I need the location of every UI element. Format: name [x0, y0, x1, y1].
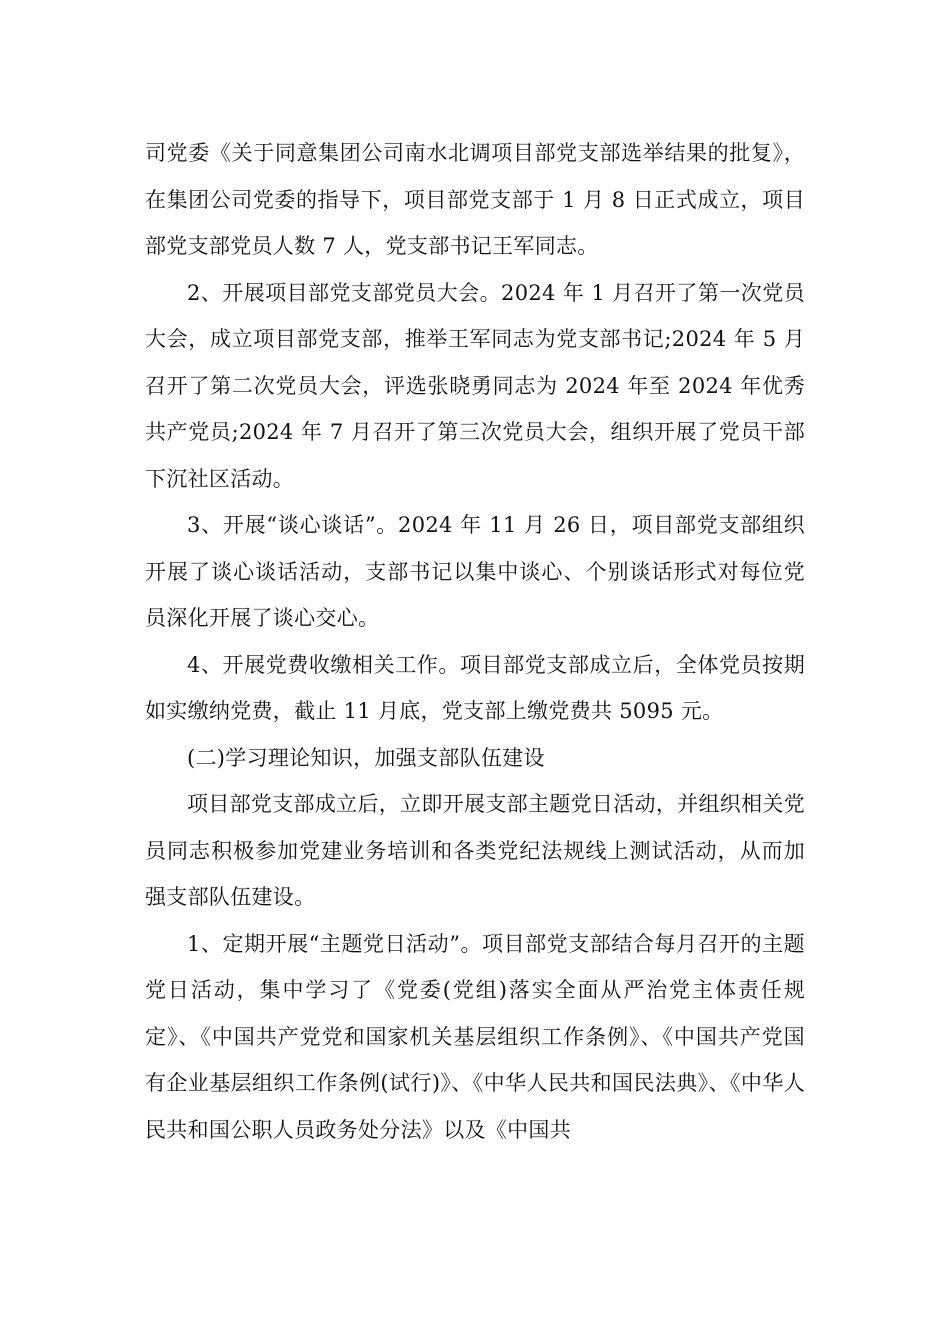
paragraph-continuation: 司党委《关于同意集团公司南水北调项目部党支部选举结果的批复》，在集团公司党委的指导下，项目部党支部于 1 月 8 日正式成立，项目部党支部党员人数 7 人，党支部书记王军同志。: [145, 141, 805, 258]
paragraph-team-building: 项目部党支部成立后，立即开展支部主题党日活动，并组织相关党员同志积极参加党建业务培训和各类党纪法规线上测试活动，从而加强支部队伍建设。: [145, 792, 805, 909]
paragraph-party-meeting: 2、开展项目部党支部党员大会。2024 年 1 月召开了第一次党员大会，成立项目部党支部，推举王军同志为党支部书记;2024 年 5 月召开了第二次党员大会，评选张晓勇同志为 2024 年至 2024 年优秀共产党员;2024 年 7 月召开了第三次党员大会，组织开展了党员干部下沉社区活动。: [145, 280, 805, 491]
document-body: [145, 130, 805, 1153]
section-heading: (二)学习理论知识，加强支部队伍建设: [187, 745, 545, 770]
paragraph-theme-day: 1、定期开展“主题党日活动”。项目部党支部结合每月召开的主题党日活动，集中学习了《党委(党组)落实全面从严治党主体责任规定》、《中国共产党党和国家机关基层组织工作条例》、《中国共产党国有企业基层组织工作条例(试行)》、《中华人民共和国民法典》、《中华人民共和国公职人员政务处分法》以及《中国共: [145, 931, 805, 1142]
paragraph-party-dues: 4、开展党费收缴相关工作。项目部党支部成立后，全体党员按期如实缴纳党费，截止 11 月底，党支部上缴党费共 5095 元。: [145, 652, 805, 723]
paragraph-heart-talk: 3、开展“谈心谈话”。2024 年 11 月 26 日，项目部党支部组织开展了谈心谈话活动，支部书记以集中谈心、个别谈话形式对每位党员深化开展了谈心交心。: [145, 513, 805, 630]
